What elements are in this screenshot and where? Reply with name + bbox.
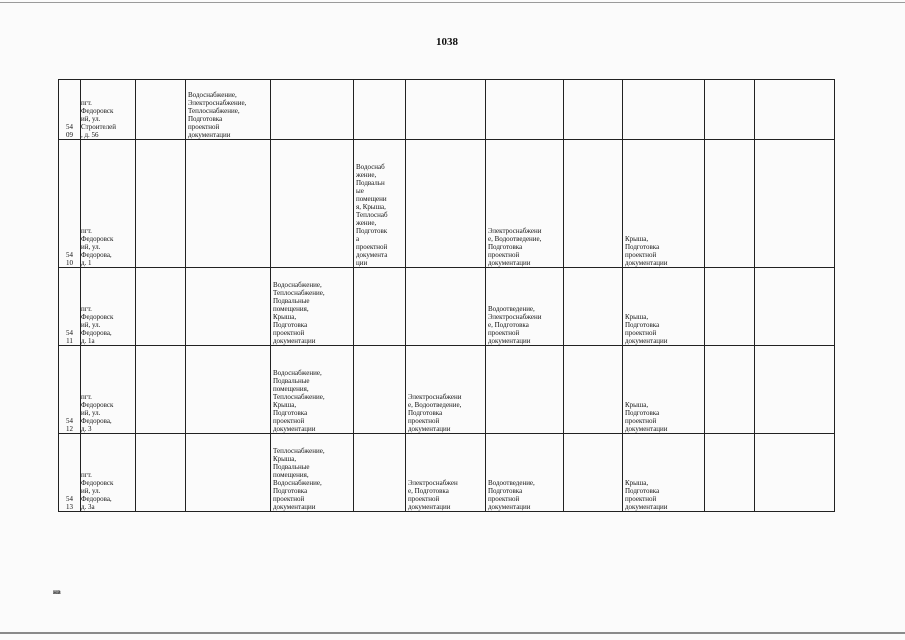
works-cell-col-11 <box>705 140 755 268</box>
works-cell-col-6 <box>354 268 406 346</box>
address-cell: пгт. Федоровск ий, ул. Федорова, д. 1а <box>81 268 136 346</box>
works-cell-text: Крыша, Подготовка проектной документации <box>625 479 668 511</box>
works-cell-col-11 <box>705 80 755 140</box>
works-cell-col-11 <box>705 346 755 434</box>
table-row <box>59 268 835 346</box>
works-cell-text: Водоснабжение, Подвальные помещения, Теплоснабжение, Крыша, Подготовка проектной документации <box>273 369 325 433</box>
works-cell-col-5 <box>271 140 354 268</box>
works-cell-col-10 <box>623 346 705 434</box>
works-cell-col-3 <box>136 434 186 512</box>
works-cell-col-12 <box>755 80 835 140</box>
footer-mark: нв <box>53 588 61 596</box>
works-cell-col-6 <box>354 346 406 434</box>
scan-top-edge <box>0 2 905 3</box>
row-number-cell: 54 13 <box>59 434 81 512</box>
works-cell-text: Крыша, Подготовка проектной документации <box>625 235 668 267</box>
works-cell-col-4 <box>186 80 271 140</box>
works-schedule-table <box>58 79 835 512</box>
works-cell-col-9 <box>564 80 623 140</box>
works-cell-col-5 <box>271 268 354 346</box>
works-cell-col-9 <box>564 268 623 346</box>
works-cell-col-8 <box>486 80 564 140</box>
works-cell-text: Электроснабжен е, Подготовка проектной документации <box>408 479 458 511</box>
works-cell-col-10 <box>623 268 705 346</box>
works-cell-col-8 <box>486 268 564 346</box>
page-number: 1038 <box>436 36 458 48</box>
works-cell-text: Водоснаб жение, Подвальн ые помещени я, Крыша, Теплоснаб жение, Подготовк а проектной документа ции <box>356 163 388 267</box>
works-cell-col-8 <box>486 346 564 434</box>
works-cell-col-8 <box>486 434 564 512</box>
address-cell: пгт. Федоровск ий, ул. Строителей , д. 56 <box>81 80 136 140</box>
works-cell-col-9 <box>564 434 623 512</box>
works-cell-col-4 <box>186 268 271 346</box>
works-cell-col-10 <box>623 434 705 512</box>
works-cell-col-6 <box>354 434 406 512</box>
works-cell-col-12 <box>755 434 835 512</box>
address-cell: пгт. Федоровск ий, ул. Федорова, д. 3а <box>81 434 136 512</box>
scan-bottom-edge <box>0 632 905 634</box>
table-row <box>59 434 835 512</box>
works-cell-col-10 <box>623 80 705 140</box>
works-cell-col-12 <box>755 268 835 346</box>
works-cell-col-7 <box>406 140 486 268</box>
works-cell-col-8 <box>486 140 564 268</box>
row-number-cell: 54 12 <box>59 346 81 434</box>
works-cell-col-3 <box>136 346 186 434</box>
works-cell-col-11 <box>705 268 755 346</box>
works-cell-col-4 <box>186 346 271 434</box>
works-cell-col-11 <box>705 434 755 512</box>
works-cell-col-9 <box>564 140 623 268</box>
works-cell-text: Теплоснабжение, Крыша, Подвальные помещения, Водоснабжение, Подготовка проектной документации <box>273 447 325 511</box>
works-cell-col-7 <box>406 434 486 512</box>
address-cell: пгт. Федоровск ий, ул. Федорова, д. 1 <box>81 140 136 268</box>
works-cell-col-6 <box>354 140 406 268</box>
works-cell-col-5 <box>271 434 354 512</box>
row-number-cell: 54 09 <box>59 80 81 140</box>
works-cell-text: Водоотведение, Подготовка проектной документации <box>488 479 535 511</box>
works-cell-col-3 <box>136 80 186 140</box>
address-cell: пгт. Федоровск ий, ул. Федорова, д. 3 <box>81 346 136 434</box>
works-cell-col-5 <box>271 80 354 140</box>
works-cell-col-7 <box>406 346 486 434</box>
table-row <box>59 140 835 268</box>
works-cell-col-12 <box>755 140 835 268</box>
works-cell-text: Электроснабжени е, Водоотведение, Подготовка проектной документации <box>488 227 542 267</box>
table-row <box>59 346 835 434</box>
works-cell-text: Водоснабжение, Теплоснабжение, Подвальные помещения, Крыша, Подготовка проектной документации <box>273 281 325 345</box>
table-row <box>59 80 835 140</box>
works-cell-col-4 <box>186 434 271 512</box>
works-cell-text: Водоотведение, Электроснабжени е, Подготовка проектной документации <box>488 305 542 345</box>
works-cell-col-7 <box>406 268 486 346</box>
works-cell-col-4 <box>186 140 271 268</box>
works-cell-text: Крыша, Подготовка проектной документации <box>625 313 668 345</box>
works-cell-text: Водоснабжение, Электроснабжение, Теплоснабжение, Подготовка проектной документации <box>188 91 247 139</box>
row-number-cell: 54 11 <box>59 268 81 346</box>
works-cell-col-7 <box>406 80 486 140</box>
row-number-cell: 54 10 <box>59 140 81 268</box>
works-cell-col-3 <box>136 140 186 268</box>
works-cell-text: Крыша, Подготовка проектной документации <box>625 401 668 433</box>
works-cell-col-9 <box>564 346 623 434</box>
works-cell-col-3 <box>136 268 186 346</box>
works-cell-col-6 <box>354 80 406 140</box>
works-cell-col-12 <box>755 346 835 434</box>
works-cell-col-10 <box>623 140 705 268</box>
works-cell-col-5 <box>271 346 354 434</box>
works-cell-text: Электроснабжени е, Водоотведение, Подготовка проектной документации <box>408 393 462 433</box>
